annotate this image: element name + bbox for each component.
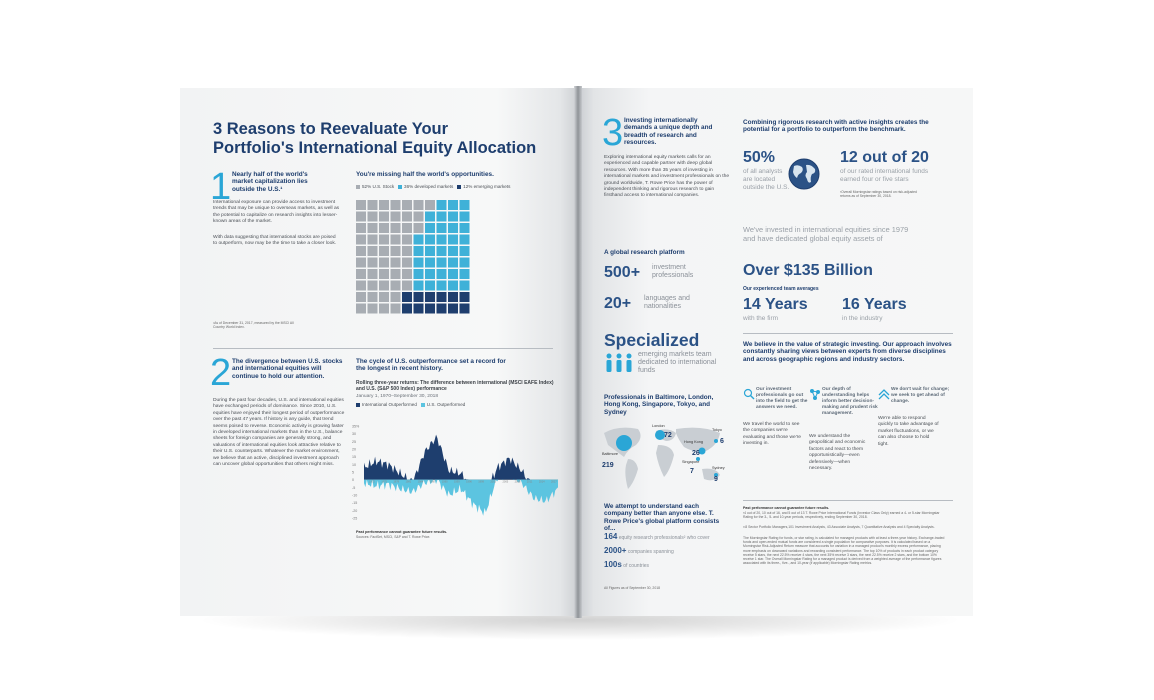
waffle-cell xyxy=(460,235,470,245)
legend-developed-label: 36% developed markets xyxy=(404,184,454,189)
waffle-cell xyxy=(356,212,366,222)
waffle-cell xyxy=(437,292,447,302)
waffle-cell xyxy=(448,246,458,256)
y-tick-label: -20 xyxy=(352,508,358,513)
col2-body: We understand the geopolitical and economic factors and react to them opportunistically—even defensively—when necessary. xyxy=(809,434,866,472)
y-tick-label: 5 xyxy=(352,470,354,475)
waffle-cell xyxy=(437,200,447,210)
waffle-cell xyxy=(448,212,458,222)
waffle-cell xyxy=(448,200,458,210)
cycle-subtitle: Rolling three-year returns: The difference between international (MSCI EAFE Index) and U.S. (S&P 500 Index) performance xyxy=(356,380,554,393)
waffle-cell xyxy=(402,200,412,210)
globe-icon xyxy=(786,156,822,192)
waffle-cell xyxy=(356,200,366,210)
waffle-cell xyxy=(437,281,447,291)
waffle-cell xyxy=(356,269,366,279)
waffle-cell xyxy=(425,292,435,302)
waffle-cell xyxy=(414,246,424,256)
waffle-cell xyxy=(379,246,389,256)
r2-num: 2000+ xyxy=(604,546,627,555)
title-line-2: Portfolio's International Equity Allocation xyxy=(213,139,537,157)
stat-500-label: investment professionals xyxy=(652,264,694,279)
stat-20-label: languages and nationalities xyxy=(644,295,690,310)
waffle-cell xyxy=(414,269,424,279)
section1-footnote: ¹As of December 31, 2017, measured by the MSCI All Country World Index. xyxy=(213,321,294,330)
page-title xyxy=(213,120,563,158)
r3-label: of countries xyxy=(623,563,650,569)
x-tick-label: 1972 xyxy=(369,480,375,484)
waffle-cell xyxy=(414,304,424,314)
r3-num: 100s xyxy=(604,560,622,569)
waffle-cell xyxy=(414,292,424,302)
waffle-cell xyxy=(379,200,389,210)
cycle-note: Past performance cannot guarantee future results. xyxy=(356,530,448,534)
waffle-cell xyxy=(402,304,412,314)
waffle-cell xyxy=(460,223,470,233)
waffle-cell xyxy=(402,235,412,245)
arrows-icon xyxy=(878,388,890,400)
years-firm-label: with the firm xyxy=(743,315,779,322)
waffle-cell xyxy=(391,212,401,222)
city-bubble xyxy=(616,435,632,451)
city-name: Hong Kong xyxy=(684,440,703,444)
waffle-cell xyxy=(414,212,424,222)
col1-heading: Our investment professionals go out into the field to get the answers we need. xyxy=(756,387,808,410)
years-industry: 16 Years xyxy=(842,296,907,313)
waffle-cell xyxy=(379,235,389,245)
waffle-cell xyxy=(379,292,389,302)
world-map xyxy=(598,423,732,495)
waffle-cell xyxy=(425,304,435,314)
waffle-cell xyxy=(425,281,435,291)
y-tick-label: -15 xyxy=(352,501,358,506)
waffle-cell xyxy=(356,258,366,268)
x-tick-label: 1981 xyxy=(405,480,412,484)
stat-20: 20+ xyxy=(604,295,632,312)
waffle-cell xyxy=(368,212,378,222)
city-name: Tokyo xyxy=(712,428,722,432)
waffle-cell xyxy=(402,246,412,256)
waffle-cell xyxy=(379,304,389,314)
waffle-cell xyxy=(368,281,378,291)
waffle-cell xyxy=(460,246,470,256)
cycle-daterange: January 1, 1970–September 30, 2018 xyxy=(356,394,439,399)
waffle-cell xyxy=(368,200,378,210)
city-count: 72 xyxy=(664,432,672,439)
waffle-cell xyxy=(425,269,435,279)
understand-heading: We attempt to understand each company better than anyone else. T. Rowe Price's global platform consists of... xyxy=(604,503,720,533)
city-count: 26 xyxy=(692,450,700,457)
r1-label: equity research professionals² who cover xyxy=(618,535,710,541)
waffle-cell xyxy=(448,223,458,233)
y-tick-label: -10 xyxy=(352,493,358,498)
right-page xyxy=(578,88,973,616)
section1-paragraph-1: International exposure can provide access to investment trends that may be unique to overseas markets, as well as the potential to capitalize on research insights into lesser-known areas of the market. xyxy=(213,200,340,225)
x-tick-label: 1996 xyxy=(466,480,472,484)
continent-shape xyxy=(625,459,638,489)
x-tick-label: 1987 xyxy=(429,480,436,484)
waffle-cell xyxy=(356,281,366,291)
waffle-cell xyxy=(448,235,458,245)
waffle-cell xyxy=(437,269,447,279)
x-tick-label: 1984 xyxy=(417,480,424,484)
waffle-cell xyxy=(356,304,366,314)
waffle-cell xyxy=(414,281,424,291)
waffle-cell xyxy=(437,246,447,256)
city-count: 7 xyxy=(690,468,694,475)
waffle-cell xyxy=(368,258,378,268)
cycle-legend xyxy=(356,402,576,408)
years-firm: 14 Years xyxy=(743,296,808,313)
col3-body: We're able to respond quickly to take advantage of market fluctuations, or we can also choose to hold tight. xyxy=(878,416,939,447)
section1-heading: Nearly half of the world's market capitalization lies outside the U.S.¹ xyxy=(232,171,308,193)
legend-swatch-us xyxy=(356,185,360,189)
waffle-cell xyxy=(368,235,378,245)
waffle-cell xyxy=(391,292,401,302)
y-tick-label: 15 xyxy=(352,455,356,460)
legend-swatch-intl xyxy=(356,403,360,407)
years-industry-label: in the industry xyxy=(842,315,883,322)
city-name: Singapore xyxy=(682,460,700,464)
waffle-cell xyxy=(425,223,435,233)
waffle-cell xyxy=(414,223,424,233)
waffle-cell xyxy=(425,235,435,245)
waffle-cell xyxy=(379,281,389,291)
city-name: London xyxy=(652,424,665,428)
research-row-1 xyxy=(604,532,744,541)
city-bubble xyxy=(714,439,718,443)
invest-text: We've invested in international equities since 1979 and have dedicated global equity assets of xyxy=(743,225,909,243)
waffle-title: You're missing half the world's opportunities. xyxy=(356,171,494,178)
stat-50pct-label: of all analysts are located outside the U.S. xyxy=(743,168,790,191)
waffle-cell xyxy=(402,258,412,268)
waffle-cell xyxy=(368,269,378,279)
series-international-area xyxy=(364,435,558,480)
waffle-cell xyxy=(414,258,424,268)
section-number-1: 1 xyxy=(210,166,232,208)
x-tick-label: 1975 xyxy=(381,480,387,484)
waffle-cell xyxy=(460,281,470,291)
footnote-2: ²¹8 Sector Portfolio Managers,101 Investment Analysts, 43 Associate Analysts, 7 Quantitative Analysts and 4 Specialty Analysts. xyxy=(743,525,935,529)
waffle-cell xyxy=(448,304,458,314)
stat-12of20: 12 out of 20 xyxy=(840,149,929,166)
waffle-legend xyxy=(356,184,576,190)
city-name: Baltimore xyxy=(602,452,619,456)
stat-12of20-label: of our rated international funds earned four or five stars xyxy=(840,168,929,183)
r2-label: companies spanning xyxy=(627,549,674,555)
waffle-cell xyxy=(391,281,401,291)
specialized-label: emerging markets team dedicated to international funds xyxy=(638,351,717,374)
waffle-cell xyxy=(391,200,401,210)
waffle-cell xyxy=(391,223,401,233)
waffle-cell xyxy=(356,292,366,302)
waffle-cell xyxy=(402,212,412,222)
col1-body: We travel the world to see the companies we're evaluating and those we're investing in. xyxy=(743,422,802,447)
footnote-1: ³4 out of 20, 10 out of 16, and 5 out of 13 T. Rowe Price International Funds (Investor Class Only) earned a 4- or 5-star Morningstar Rating for the 3-, 5- and 10-year periods, respectively, ending September 30, 2018. xyxy=(743,511,940,520)
waffle-cell xyxy=(460,269,470,279)
title-line-1: 3 Reasons to Reevaluate Your xyxy=(213,120,449,138)
x-tick-label: 1999 xyxy=(478,480,484,484)
waffle-cell xyxy=(391,246,401,256)
waffle-cell xyxy=(379,258,389,268)
waffle-cell xyxy=(460,212,470,222)
x-tick-label: 2011 xyxy=(526,480,533,484)
section-number-2: 2 xyxy=(210,352,232,394)
network-icon xyxy=(809,388,821,400)
waffle-cell xyxy=(368,304,378,314)
waffle-cell xyxy=(425,246,435,256)
waffle-cell xyxy=(356,223,366,233)
cycle-sources: Sources: FactSet, MSCI, S&P and T. Rowe Price. xyxy=(356,535,431,539)
team-heading: Our experienced team averages xyxy=(743,286,819,292)
footnote-3: The Morningstar Rating for funds, or star rating, is calculated for managed products with at least a three-year history. Exchange-traded funds and open-ended mutual funds are considered a single population for comparative purposes. It is calculated based on a Morningstar Risk-Adjusted Return measure that accounts for variation in a managed product's monthly excess performance, placing more emphasis on downward variations and rewarding consistent performance. The top 10% of products in each product category receive 5 stars, the next 22.5% receive 4 stars, the next 35% receive 3 stars, the next 22.5% receive 2 stars, and the bottom 10% receive 1 star. The Overall Morningstar Rating for a managed product is derived from a weighted average of the performance figures associated with its three-, five-, and 10-year (if applicable) Morningstar Rating metrics. xyxy=(743,536,945,566)
waffle-cell xyxy=(437,223,447,233)
y-tick-label: -5 xyxy=(352,485,356,490)
waffle-cell xyxy=(368,223,378,233)
waffle-cell xyxy=(379,223,389,233)
continent-shape xyxy=(656,445,674,477)
waffle-cell xyxy=(356,246,366,256)
cycle-title: The cycle of U.S. outperformance set a record for the longest in recent history. xyxy=(356,358,506,373)
legend-intl-label: International Outperformed xyxy=(362,402,417,407)
y-tick-label: 35% xyxy=(352,424,360,429)
waffle-cell xyxy=(391,258,401,268)
search-icon xyxy=(743,388,755,400)
waffle-cell xyxy=(448,281,458,291)
stat-12of20-note: ³Overall Morningstar ratings based on risk-adjusted returns as of September 30, 2018. xyxy=(840,190,917,199)
section3-body: Exploring international equity markets calls for an experienced and capable partner with deep global resources. With more than 35 years of investing in international markets and investment professionals on the ground worldwide, T. Rowe Price has the power of independent thinking and rigorous research to gain firsthand access to international companies. xyxy=(604,155,730,199)
y-tick-label: 30 xyxy=(352,432,356,437)
x-tick-label: 1993 xyxy=(453,480,460,484)
x-tick-label: 1978 xyxy=(393,480,400,484)
y-tick-label: 0 xyxy=(352,478,354,483)
divider-foot xyxy=(743,500,953,501)
x-tick-label: 2014 xyxy=(538,480,545,484)
city-name: Sydney xyxy=(712,466,725,470)
waffle-cell xyxy=(448,292,458,302)
legend-emerging-label: 12% emerging markets xyxy=(463,184,511,189)
waffle-cell xyxy=(448,258,458,268)
waffle-cell xyxy=(425,200,435,210)
waffle-cell xyxy=(402,223,412,233)
x-tick-label: 2017 xyxy=(550,480,557,484)
waffle-cell xyxy=(425,258,435,268)
waffle-cell xyxy=(414,200,424,210)
waffle-cell xyxy=(391,304,401,314)
waffle-cell xyxy=(414,235,424,245)
section-number-3: 3 xyxy=(602,112,624,154)
figures-asof: All Figures as of September 30, 2018 xyxy=(604,586,660,590)
legend-swatch-us-out xyxy=(421,403,425,407)
waffle-cell xyxy=(391,235,401,245)
waffle-cell xyxy=(437,235,447,245)
spine xyxy=(574,86,582,618)
x-tick-label: 1990 xyxy=(441,480,448,484)
series-us-area xyxy=(364,480,558,516)
section2-body: During the past four decades, U.S. and international equities have exchanged periods of dominance. Since 2010, U.S. equities have enjoyed their longest period of outperformance over the past 47 years. If history is any guide, that trend seems poised to reverse. Economic activity is growing faster in developed international markets than in the U.S., balance sheets for foreign companies are generally strong, and valuations of international equities look attractive relative to their U.S. counterparts. Whatever the market environment, we believe that an active, disciplined investment approach can uncover global opportunities that others might miss. xyxy=(213,398,345,468)
col3-heading: We don't wait for change; we seek to get ahead of change. xyxy=(891,387,950,404)
left-page xyxy=(180,88,576,616)
col2-heading: Our depth of understanding helps inform better decision-making and prudent risk management. xyxy=(822,387,878,416)
research-row-3 xyxy=(604,560,744,569)
research-row-2 xyxy=(604,546,744,555)
x-tick-label: 2008 xyxy=(514,480,521,484)
legend-swatch-emerging xyxy=(457,185,461,189)
section1-paragraph-2: With data suggesting that international stocks are poised to outperform, now may be the time to take a closer look. xyxy=(213,235,337,247)
waffle-cell xyxy=(379,269,389,279)
city-count: 9 xyxy=(714,476,718,483)
assets-value: Over $135 Billion xyxy=(743,262,873,279)
platform-heading: A global research platform xyxy=(604,249,685,256)
section2-heading: The divergence between U.S. stocks and international equities will continue to hold our attention. xyxy=(232,358,343,380)
waffle-cell xyxy=(356,235,366,245)
map-heading: Professionals in Baltimore, London, Hong Kong, Singapore, Tokyo, and Sydney xyxy=(604,394,714,416)
waffle-cell xyxy=(448,269,458,279)
waffle-cell xyxy=(379,212,389,222)
y-tick-label: 20 xyxy=(352,447,356,452)
waffle-cell xyxy=(460,258,470,268)
combine-heading: Combining rigorous research with active insights creates the potential for a portfolio to outperform the benchmark. xyxy=(743,119,929,134)
divider xyxy=(213,348,553,349)
section3-heading: Investing internationally demands a unique depth and breadth of research and resources. xyxy=(624,117,713,147)
y-tick-label: 10 xyxy=(352,462,356,467)
footnote-heading: Past performance cannot guarantee future results. xyxy=(743,506,830,510)
waffle-cell xyxy=(368,292,378,302)
stat-500: 500+ xyxy=(604,264,641,281)
waffle-chart xyxy=(356,200,486,330)
believe-heading: We believe in the value of strategic investing. Our approach involves constantly sharing views between experts from diverse disciplines and across geographic regions and industry sectors. xyxy=(743,341,952,363)
waffle-cell xyxy=(460,292,470,302)
waffle-cell xyxy=(437,212,447,222)
waffle-cell xyxy=(437,304,447,314)
waffle-cell xyxy=(402,292,412,302)
city-count: 219 xyxy=(602,462,614,469)
y-tick-label: 25 xyxy=(352,439,356,444)
waffle-cell xyxy=(368,246,378,256)
team-people-icon xyxy=(604,352,636,376)
specialized-word: Specialized xyxy=(604,330,700,350)
waffle-cell xyxy=(460,304,470,314)
waffle-cell xyxy=(437,258,447,268)
legend-us-label: 52% U.S. Stock xyxy=(362,184,395,189)
stat-50pct: 50% xyxy=(743,149,776,166)
legend-swatch-developed xyxy=(398,185,402,189)
waffle-cell xyxy=(391,269,401,279)
cycle-chart xyxy=(352,422,564,522)
waffle-cell xyxy=(402,281,412,291)
x-tick-label: 2002 xyxy=(490,480,497,484)
legend-us-out-label: U.S. Outperformed xyxy=(426,402,466,407)
waffle-cell xyxy=(425,212,435,222)
divider-right xyxy=(743,333,953,334)
waffle-cell xyxy=(402,269,412,279)
x-tick-label: 2005 xyxy=(502,480,509,484)
y-tick-label: -25 xyxy=(352,516,358,521)
r1-num: 164 xyxy=(604,532,618,541)
city-count: 6 xyxy=(720,438,724,445)
waffle-cell xyxy=(460,200,470,210)
